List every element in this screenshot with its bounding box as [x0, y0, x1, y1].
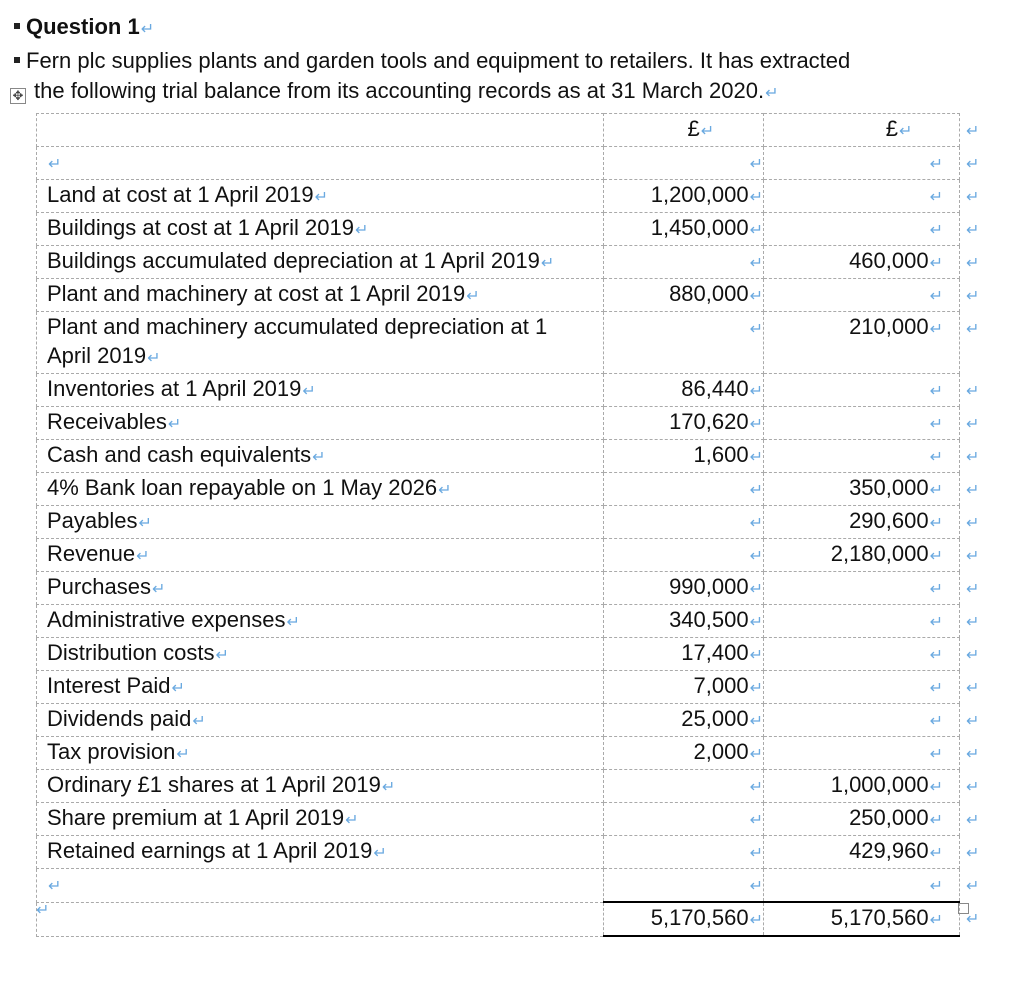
row-debit — [604, 440, 764, 473]
table-row — [37, 312, 997, 374]
row-credit-value: 350,000 ↵ — [849, 475, 943, 500]
row-label-text: Tax provision ↵ — [47, 739, 190, 764]
row-credit-value — [929, 376, 943, 401]
row-end-mark — [960, 506, 997, 539]
row-debit-value: 17,400 ↵ — [681, 640, 763, 665]
row-end-mark — [960, 440, 997, 473]
row-label — [37, 440, 604, 473]
bullet-icon — [14, 57, 20, 63]
row-debit — [604, 704, 764, 737]
row-label-text — [47, 871, 61, 896]
table-row — [37, 638, 997, 671]
row-debit — [604, 605, 764, 638]
row-label — [37, 506, 604, 539]
row-debit-value: 1,600 ↵ — [694, 442, 763, 467]
row-label — [37, 638, 604, 671]
row-label — [37, 246, 604, 279]
table-row — [37, 407, 997, 440]
bullet-icon — [14, 23, 20, 29]
row-credit — [764, 770, 960, 803]
row-credit — [764, 312, 960, 374]
row-credit-value — [929, 409, 943, 434]
table-row — [37, 147, 997, 180]
row-end-mark — [960, 407, 997, 440]
row-debit-value — [749, 475, 763, 500]
row-debit — [604, 671, 764, 704]
row-label-text: Share premium at 1 April 2019 ↵ — [47, 805, 359, 830]
row-label — [37, 770, 604, 803]
row-label-text — [47, 149, 61, 174]
row-label — [37, 803, 604, 836]
row-label-text: Purchases ↵ — [47, 574, 165, 599]
table-move-handle-icon[interactable]: ✥ — [10, 88, 26, 104]
table-row — [37, 671, 997, 704]
row-debit-value: 880,000 ↵ — [669, 281, 763, 306]
row-debit-value — [749, 314, 763, 339]
row-label-text: Receivables ↵ — [47, 409, 181, 434]
row-end-mark — [960, 638, 997, 671]
table-resize-handle[interactable] — [958, 903, 969, 914]
table-row — [37, 374, 997, 407]
row-end-mark — [960, 671, 997, 704]
total-row — [37, 902, 997, 936]
row-debit — [604, 770, 764, 803]
row-debit — [604, 407, 764, 440]
row-label-text: 4% Bank loan repayable on 1 May 2026 ↵ — [47, 475, 452, 500]
row-end-mark — [960, 279, 997, 312]
row-end-mark — [960, 213, 997, 246]
row-credit — [764, 147, 960, 180]
row-debit — [604, 473, 764, 506]
table-row — [37, 572, 997, 605]
table-row — [37, 213, 997, 246]
row-debit — [604, 213, 764, 246]
row-credit-value — [929, 640, 943, 665]
row-credit-value — [929, 182, 943, 207]
row-label — [37, 473, 604, 506]
row-debit — [604, 180, 764, 213]
row-credit-value: 460,000 ↵ — [849, 248, 943, 273]
row-label-text: Plant and machinery accumulated depreciation at 1 April 2019 ↵ — [47, 314, 547, 368]
row-end-mark — [960, 572, 997, 605]
row-debit — [604, 147, 764, 180]
table-row — [37, 770, 997, 803]
row-credit — [764, 869, 960, 903]
header-debit: £ ↵ — [604, 114, 764, 147]
intro-paragraph: Fern plc supplies plants and garden tools and equipment to retailers. It has extracted — [14, 46, 850, 76]
row-credit — [764, 407, 960, 440]
row-debit — [604, 836, 764, 869]
row-credit-value: 429,960 ↵ — [849, 838, 943, 863]
row-label-text: Payables ↵ — [47, 508, 152, 533]
row-debit-value — [749, 838, 763, 863]
row-credit — [764, 803, 960, 836]
row-credit-value: 2,180,000 ↵ — [831, 541, 943, 566]
row-debit-value — [749, 541, 763, 566]
row-credit — [764, 473, 960, 506]
total-debit-value: 5,170,560 ↵ — [651, 905, 763, 930]
row-credit — [764, 737, 960, 770]
table-row — [37, 704, 997, 737]
row-label — [37, 374, 604, 407]
row-label-text: Plant and machinery at cost at 1 April 2019 ↵ — [47, 281, 480, 306]
row-end-mark — [960, 836, 997, 869]
row-credit — [764, 671, 960, 704]
row-debit-value — [749, 772, 763, 797]
row-debit — [604, 869, 764, 903]
row-credit-value — [929, 607, 943, 632]
total-debit — [604, 902, 764, 936]
row-credit-value — [929, 149, 943, 174]
row-debit-value: 2,000 ↵ — [694, 739, 763, 764]
row-label-text: Inventories at 1 April 2019 ↵ — [47, 376, 316, 401]
intro-paragraph-line2: the following trial balance from its accounting records as at 31 March 2020. ↵ — [34, 76, 778, 109]
row-end-mark — [960, 246, 997, 279]
row-end-mark — [960, 473, 997, 506]
row-label-text: Dividends paid ↵ — [47, 706, 206, 731]
row-credit-value: 210,000 ↵ — [849, 314, 943, 339]
row-credit-value — [929, 281, 943, 306]
row-label-text: Land at cost at 1 April 2019 ↵ — [47, 182, 328, 207]
row-debit — [604, 638, 764, 671]
table-row — [37, 473, 997, 506]
row-debit-value — [749, 248, 763, 273]
row-debit-value: 170,620 ↵ — [669, 409, 763, 434]
row-debit-value: 990,000 ↵ — [669, 574, 763, 599]
row-credit-value — [929, 706, 943, 731]
row-credit — [764, 180, 960, 213]
row-label-text: Interest Paid ↵ — [47, 673, 185, 698]
row-label-text: Buildings at cost at 1 April 2019 ↵ — [47, 215, 368, 240]
question-heading: Question 1 ↵ — [14, 12, 154, 45]
row-end-mark — [960, 312, 997, 374]
row-credit-value: 290,600 ↵ — [849, 508, 943, 533]
row-label-text: Administrative expenses ↵ — [47, 607, 300, 632]
row-label-text: Ordinary £1 shares at 1 April 2019 ↵ — [47, 772, 395, 797]
row-end-mark — [960, 605, 997, 638]
row-end-mark — [960, 114, 997, 147]
row-end-mark — [960, 704, 997, 737]
row-credit-value — [929, 442, 943, 467]
row-label-text: Revenue ↵ — [47, 541, 149, 566]
row-debit-value: 340,500 ↵ — [669, 607, 763, 632]
table-row — [37, 605, 997, 638]
row-credit — [764, 836, 960, 869]
row-credit — [764, 572, 960, 605]
trial-balance-table — [36, 113, 997, 937]
table-row — [37, 836, 997, 869]
row-label — [37, 869, 604, 903]
row-end-mark — [960, 374, 997, 407]
row-credit — [764, 213, 960, 246]
row-debit — [604, 374, 764, 407]
row-label — [37, 279, 604, 312]
row-label — [37, 213, 604, 246]
total-credit — [764, 902, 960, 936]
row-label — [37, 737, 604, 770]
table-row — [37, 737, 997, 770]
row-label — [37, 572, 604, 605]
row-label-text: Distribution costs ↵ — [47, 640, 229, 665]
row-label — [37, 407, 604, 440]
row-credit — [764, 506, 960, 539]
row-credit — [764, 374, 960, 407]
table-row — [37, 279, 997, 312]
row-label — [37, 147, 604, 180]
row-end-mark — [960, 737, 997, 770]
row-debit-value — [749, 508, 763, 533]
row-debit-value — [749, 871, 763, 896]
row-credit — [764, 704, 960, 737]
row-debit-value: 86,440 ↵ — [681, 376, 763, 401]
row-credit — [764, 279, 960, 312]
row-debit — [604, 539, 764, 572]
row-debit-value: 1,450,000 ↵ — [651, 215, 763, 240]
row-label-text: Retained earnings at 1 April 2019 ↵ — [47, 838, 387, 863]
table-row — [37, 803, 997, 836]
row-credit — [764, 539, 960, 572]
table-row — [37, 440, 997, 473]
row-end-mark — [960, 147, 997, 180]
row-debit — [604, 246, 764, 279]
row-debit — [604, 737, 764, 770]
row-credit — [764, 638, 960, 671]
row-label — [37, 539, 604, 572]
row-label — [37, 704, 604, 737]
row-debit-value — [749, 805, 763, 830]
row-end-mark — [960, 180, 997, 213]
row-debit — [604, 279, 764, 312]
row-credit-value: 1,000,000 ↵ — [831, 772, 943, 797]
paragraph-mark-icon: ↵ — [36, 902, 50, 919]
total-label — [37, 902, 604, 936]
table-row — [37, 246, 997, 279]
row-credit — [764, 440, 960, 473]
row-debit — [604, 506, 764, 539]
table-row — [37, 180, 997, 213]
row-label-text: Buildings accumulated depreciation at 1 April 2019 ↵ — [47, 248, 554, 273]
row-end-mark — [960, 803, 997, 836]
row-credit-value — [929, 673, 943, 698]
table-header-row — [37, 114, 997, 147]
row-debit — [604, 312, 764, 374]
header-credit: £ ↵ — [764, 114, 960, 147]
row-credit-value — [929, 574, 943, 599]
row-credit-value: 250,000 ↵ — [849, 805, 943, 830]
table-row — [37, 506, 997, 539]
table-row — [37, 869, 997, 903]
row-credit-value — [929, 215, 943, 240]
row-label — [37, 605, 604, 638]
row-credit-value — [929, 739, 943, 764]
row-label — [37, 180, 604, 213]
row-end-mark — [960, 539, 997, 572]
row-label — [37, 836, 604, 869]
total-credit-value: 5,170,560 ↵ — [831, 905, 943, 930]
table-row — [37, 539, 997, 572]
row-credit-value — [929, 871, 943, 896]
row-end-mark — [960, 770, 997, 803]
header-label-cell — [37, 114, 604, 147]
row-debit — [604, 572, 764, 605]
row-credit — [764, 605, 960, 638]
row-debit-value — [749, 149, 763, 174]
row-end-mark — [960, 869, 997, 903]
row-label-text: Cash and cash equivalents ↵ — [47, 442, 326, 467]
row-debit-value: 1,200,000 ↵ — [651, 182, 763, 207]
row-label — [37, 312, 604, 374]
row-debit-value: 25,000 ↵ — [681, 706, 763, 731]
row-credit — [764, 246, 960, 279]
row-debit — [604, 803, 764, 836]
row-debit-value: 7,000 ↵ — [694, 673, 763, 698]
row-label — [37, 671, 604, 704]
